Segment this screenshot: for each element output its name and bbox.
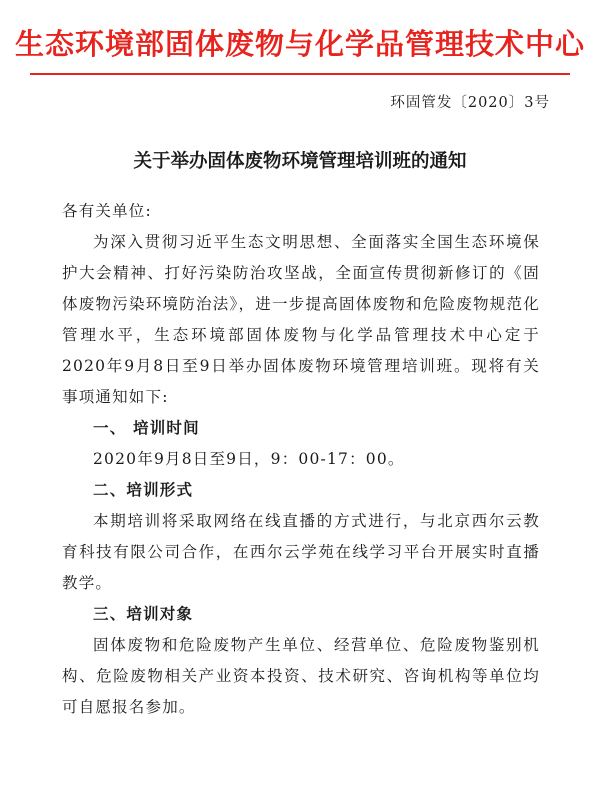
section-heading-training-format: 二、培训形式 [93,481,194,499]
section-heading-training-audience: 三、培训对象 [93,605,194,623]
intro-paragraph: 为深入贯彻习近平生态文明思想、全面落实全国生态环境保护大会精神、打好污染防治攻坚战，全面宣传贯彻新修订的《固体废物污染环境防治法》，进一步提高固体废物和危险废物规范化管理水平，生态环境部固体废物与化学品管理技术中心定于2020年9月8日至9日举办固体废物环境管理培训班。现将有关事项通知如下: [62,233,540,406]
section-body-training-format: 本期培训将采取网络在线直播的方式进行，与北京西尔云教育科技有限公司合作，在西尔云学苑在线学习平台开展实时直播教学。 [62,512,540,592]
notice-title: 关于举办固体废物环境管理培训班的通知 [133,151,467,172]
notice-body [62,196,540,723]
section-body-training-time: 2020年9月8日至9日，9：00-17：00。 [93,450,405,468]
section-body-training-audience: 固体废物和危险废物产生单位、经营单位、危险废物鉴别机构、危险废物相关产业资本投资、技术研究、咨询机构等单位均可自愿报名参加。 [62,636,540,716]
org-header-title: 生态环境部固体废物与化学品管理技术中心 [14,27,585,61]
salutation: 各有关单位: [62,202,152,220]
header-red-rule [30,73,570,75]
section-heading-training-time: 一、 培训时间 [93,419,200,437]
document-number: 环固管发〔2020〕3号 [390,95,550,111]
